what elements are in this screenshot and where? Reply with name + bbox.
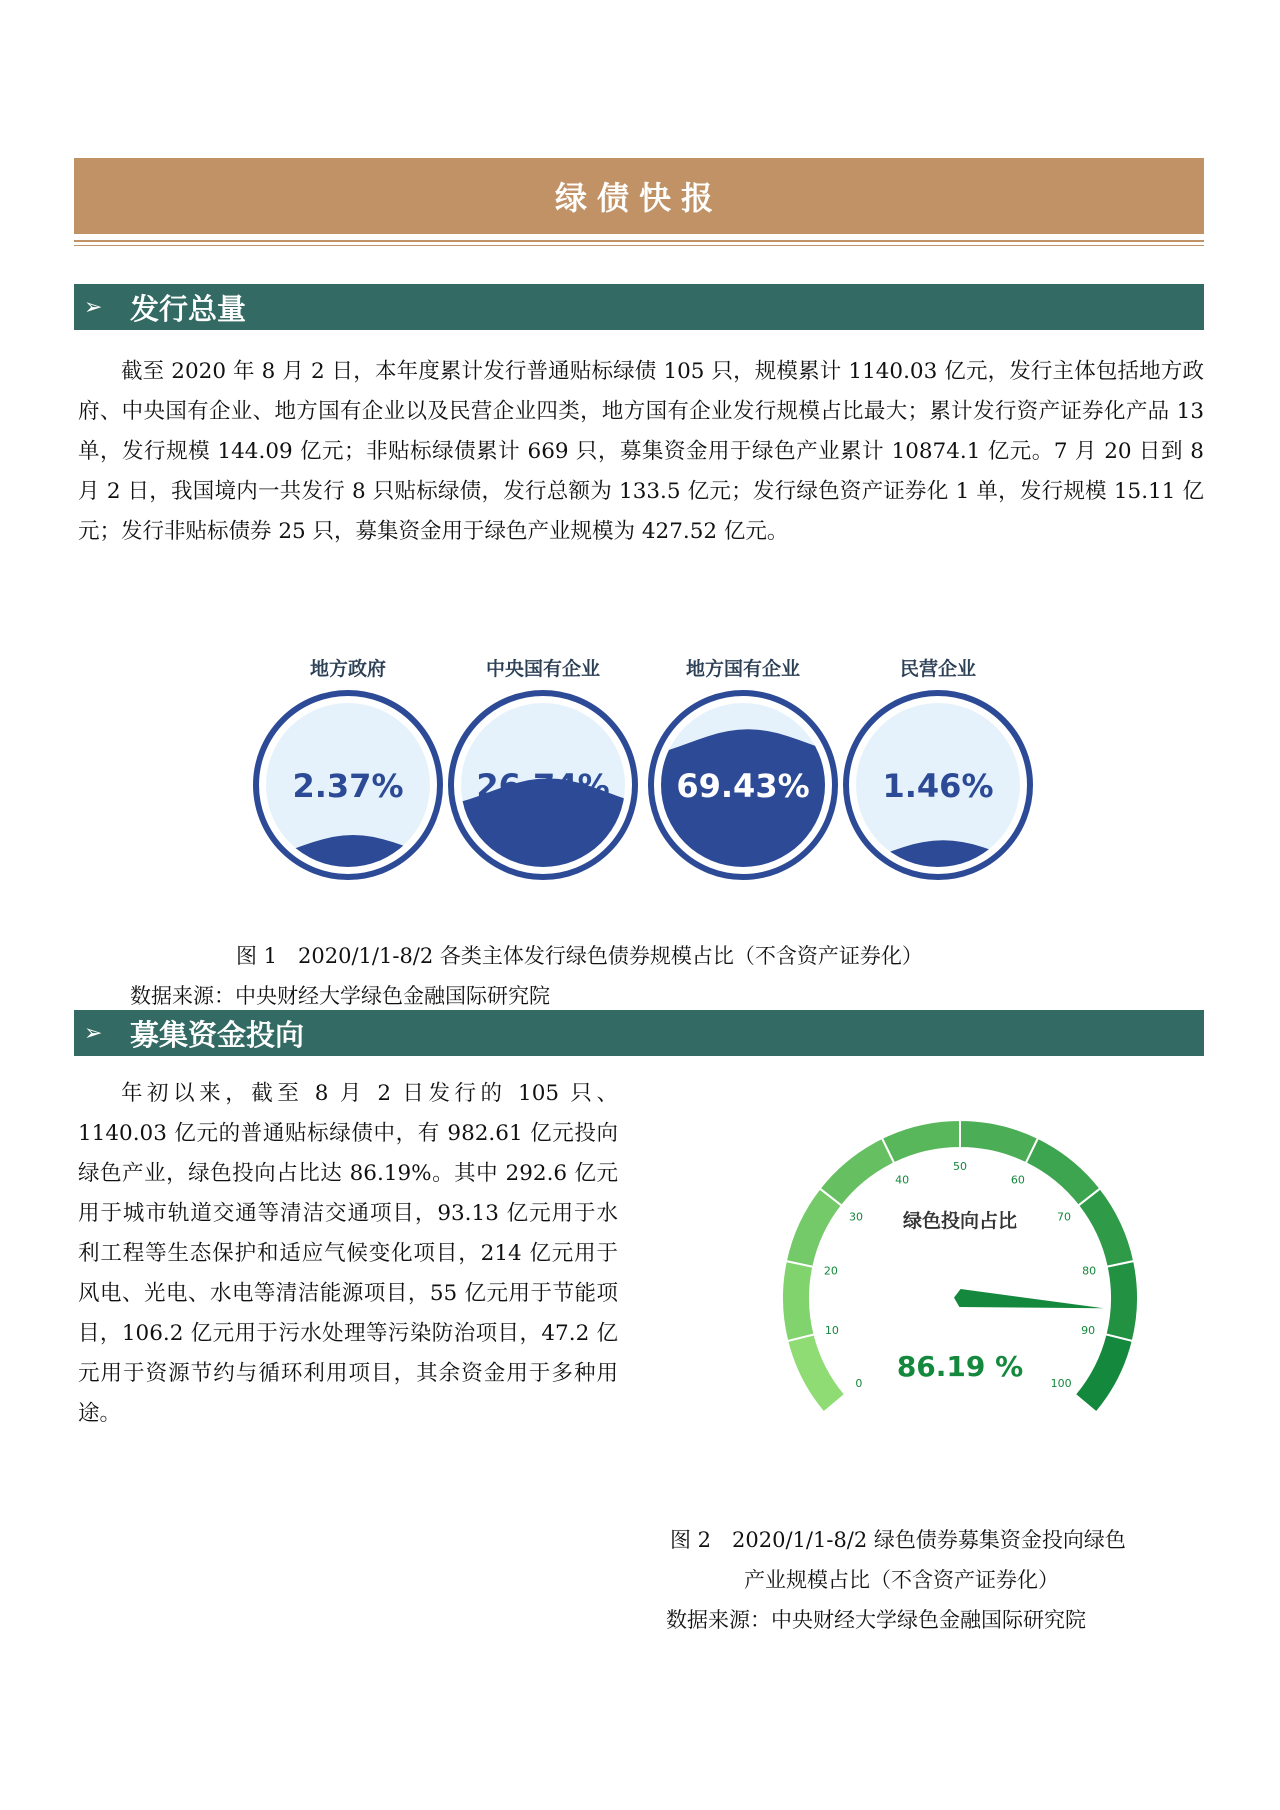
percent-bubble	[448, 690, 638, 880]
fund-use-paragraph: 年初以来，截至 8 月 2 日发行的 105 只、1140.03 亿元的普通贴标绿债中，有 982.61 亿元投向绿色产业，绿色投向占比达 86.19%。其中 292.6 亿元用于城市轨道交通等清洁交通项目，93.13 亿元用于水利工程等生态保护和适应气候变化项目，214 亿元用于风电、光电、水电等清洁能源项目，55 亿元用于节能项目，106.2 亿元用于污水处理等污染防治项目，47.2 亿元用于资源节约与循环利用项目，其余资金用于多种用途。	[78, 1081, 618, 1426]
section-header-issuance	[74, 284, 1204, 330]
gauge-tick-label: 60	[1010, 1173, 1025, 1187]
bubble-percent: 26.74%	[476, 767, 610, 805]
banner-title: 绿债快报	[554, 179, 723, 217]
bubble-percent: 2.37%	[292, 767, 404, 805]
figure1-caption: 图 1 2020/1/1-8/2 各类主体发行绿色债券规模占比（不含资产证券化）	[236, 944, 923, 968]
bubble-percent: 1.46%	[882, 767, 994, 805]
percent-bubble	[843, 690, 1033, 880]
bubble-label: 民营企业	[899, 658, 976, 680]
gauge-tick-label: 80	[1082, 1264, 1097, 1278]
figure1-source: 数据来源：中央财经大学绿色金融国际研究院	[130, 984, 550, 1008]
gauge-segment	[820, 1138, 895, 1206]
gauge-tick-label: 20	[823, 1264, 838, 1278]
section-header-fund-use	[74, 1010, 1204, 1056]
gauge-tick-label: 0	[855, 1376, 863, 1390]
gauge-tick-label: 50	[953, 1160, 967, 1173]
issuance-paragraph: 截至 2020 年 8 月 2 日，本年度累计发行普通贴标绿债 105 只，规模累计 1140.03 亿元，发行主体包括地方政府、中央国有企业、地方国有企业以及民营企业四类，地方国有企业发行规模占比最大；累计发行资产证券化产品 13 单，发行规模 144.09 亿元；非贴标绿债累计 669 只，募集资金用于绿色产业累计 10874.1 亿元。7 月 20 日到 8 月 2 日，我国境内一共发行 8 只贴标绿债，发行总额为 133.5 亿元；发行绿色资产证券化 1 单，发行规模 15.11 亿元；发行非贴标债券 25 只，募集资金用于绿色产业规模为 427.52 亿元。	[78, 359, 1204, 544]
gauge-tick-label: 70	[1057, 1210, 1071, 1224]
figure2-caption-line2: 产业规模占比（不含资产证券化）	[744, 1568, 1059, 1592]
section-title: 募集资金投向	[130, 1017, 305, 1052]
banner-rule-bottom	[74, 245, 1204, 246]
gauge-segment	[882, 1120, 960, 1163]
bubble-label: 地方政府	[309, 658, 386, 680]
green-ratio-gauge	[764, 1108, 1144, 1448]
gauge-segment	[782, 1261, 814, 1341]
gauge-segment	[1026, 1138, 1101, 1206]
gauge-tick-label: 30	[849, 1210, 863, 1224]
gauge-tick-label: 100	[1050, 1376, 1072, 1390]
banner-rule-top	[74, 240, 1204, 242]
figure2-source: 数据来源：中央财经大学绿色金融国际研究院	[666, 1608, 1086, 1632]
gauge-tick-label: 90	[1081, 1323, 1096, 1337]
figure2-caption-line1: 图 2 2020/1/1-8/2 绿色债券募集资金投向绿色	[670, 1528, 1126, 1552]
arrow-bullet-icon: ➢	[84, 1020, 103, 1046]
gauge-segment	[787, 1334, 845, 1412]
gauge-value: 86.19 %	[896, 1350, 1024, 1383]
bubble-percent: 69.43%	[676, 767, 810, 805]
section-title: 发行总量	[130, 291, 247, 326]
page-banner	[74, 158, 1204, 234]
gauge-needle	[954, 1289, 1104, 1308]
percent-bubble	[648, 690, 838, 880]
gauge-segment	[1106, 1261, 1138, 1341]
bubble-label: 中央国有企业	[485, 658, 600, 680]
bubble-label: 地方国有企业	[685, 658, 800, 680]
arrow-bullet-icon: ➢	[84, 294, 103, 320]
gauge-segment	[960, 1120, 1038, 1163]
gauge-title: 绿色投向占比	[902, 1210, 1018, 1232]
percent-bubble	[253, 690, 443, 880]
gauge-segment	[1075, 1334, 1133, 1412]
gauge-segment	[1078, 1188, 1134, 1266]
gauge-tick-label: 40	[895, 1173, 910, 1187]
gauge-tick-label: 10	[824, 1323, 839, 1337]
